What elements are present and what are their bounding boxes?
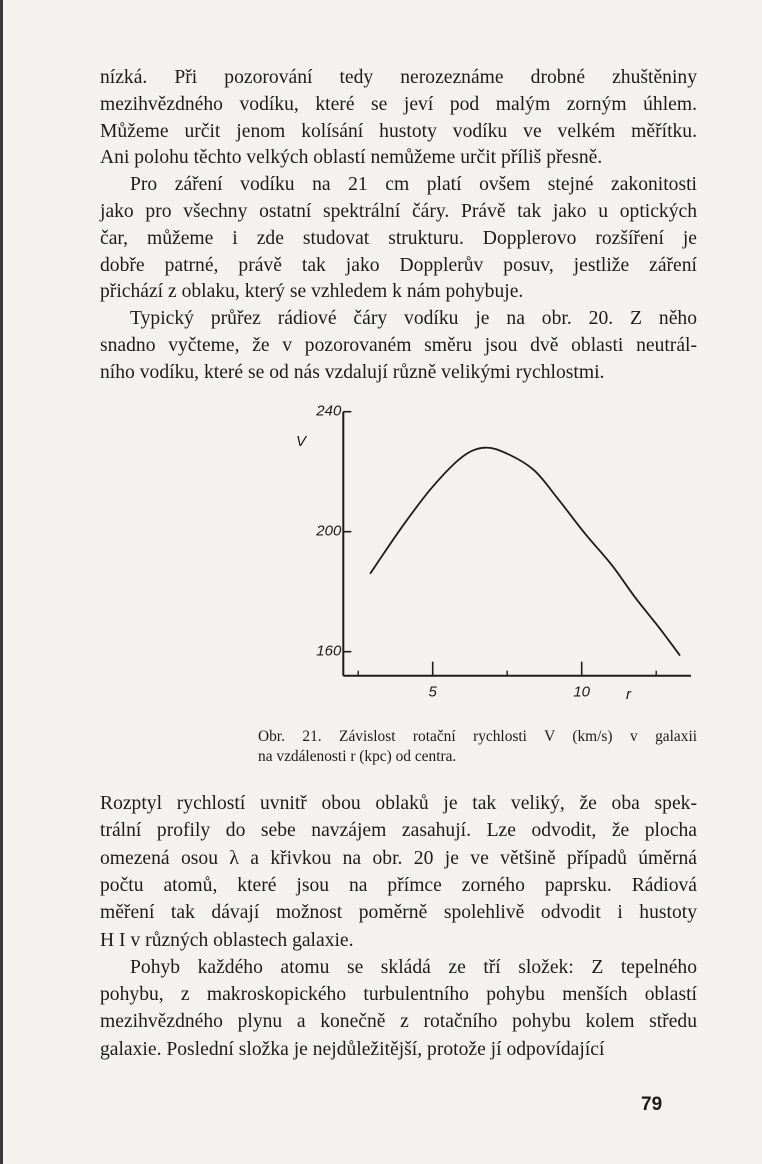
x-tick-label: 5 [428,683,437,701]
figure-caption-line-1: Obr. 21. Závislost rotační rychlosti V (km/s) v galaxii [258,728,697,745]
text-line: přichází z oblaku, který se vzhledem k nám pohybuje. [100,281,524,303]
text-line: jako pro všechny ostatní spektrální čáry. Právě tak jako u optických [100,201,697,222]
rotation-curve-line [370,448,680,656]
text-line: Ani polohu těchto velkých oblastí nemůžeme určit příliš přesně. [100,147,603,169]
text-line: Můžeme určit jenom kolísání hustoty vodíku ve velkém měřítku. [100,120,697,142]
text-line: Pohyb každého atomu se skládá ze tří složek: Z tepelného [130,956,697,978]
text-line: snadno vyčteme, že v pozorovaném směru jsou dvě oblasti neutrál- [100,335,697,356]
text-line: nízká. Při pozorování tedy nerozeznáme drobné zhuštěniny [100,67,697,88]
y-tick-label: 200 [316,522,342,540]
text-line: ního vodíku, které se od nás vzdalují různě velikými rychlostmi. [100,361,605,383]
text-line: Typický průřez rádiové čáry vodíku je na obr. 20. Z něho [130,308,697,330]
text-line: Pro záření vodíku na 21 cm platí ovšem stejné zakonitosti [130,174,697,196]
y-axis-label: V [296,433,307,450]
text-line: čar, můžeme i zde studovat strukturu. Dopplerovo rozšíření je [100,227,697,249]
text-line: trální profily do sebe navzájem zasahují. Lze odvodit, že plocha [100,820,697,842]
text-line: mezihvězdného plynu a konečně z rotačního pohybu kolem středu [100,1011,697,1033]
page-number: 79 [641,1094,663,1115]
text-line: Rozptyl rychlostí uvnitř obou oblaků je tak veliký, že oba spek- [100,793,697,814]
text-line: galaxie. Poslední složka je nejdůležitější, protože jí odpovídající [100,1038,605,1060]
text-line: počtu atomů, které jsou na přímce zorného paprsku. Rádiová [100,874,697,896]
y-tick-label: 160 [316,642,342,660]
text-line: omezená osou λ a křivkou na obr. 20 je ve většině případů úměrná [100,847,697,869]
text-line: měření tak dávají možnost poměrně spolehlivě odvodit i hustoty [100,902,697,924]
text-line: H I v různých oblastech galaxie. [100,929,354,951]
text-line: pohybu, z makroskopického turbulentního pohybu menších oblastí [100,984,697,1006]
x-tick-label: 10 [573,683,591,701]
y-tick-label: 240 [316,402,342,420]
figure-caption-line-2: na vzdálenosti r (kpc) od centra. [258,748,457,765]
x-axis-label: r [626,686,631,703]
text-line: mezihvězdného vodíku, které se jeví pod malým zorným úhlem. [100,93,697,115]
text-line: dobře patrné, právě tak jako Dopplerův posuv, jestliže záření [100,254,697,276]
